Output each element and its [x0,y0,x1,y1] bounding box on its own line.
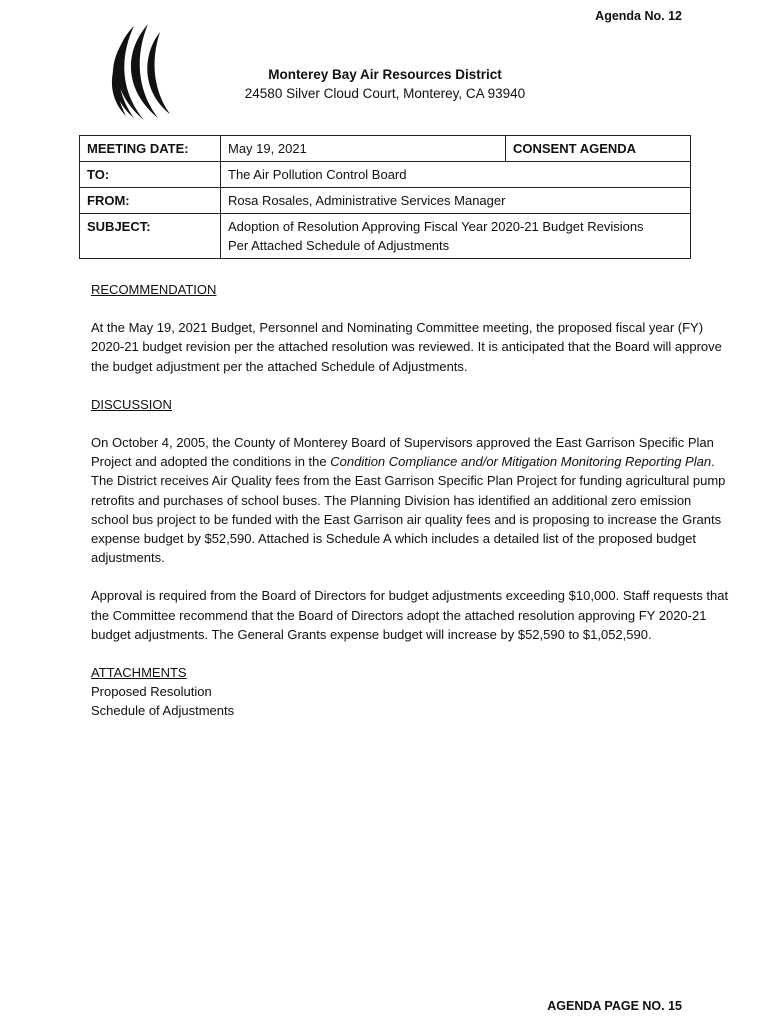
memo-body [91,280,731,721]
from-value: Rosa Rosales, Administrative Services Manager [221,188,691,214]
item-type: CONSENT AGENDA [506,136,691,162]
attachments-heading: ATTACHMENTS [91,665,187,681]
discussion-paragraph-1 [91,433,731,567]
recommendation-heading: RECOMMENDATION [91,282,217,297]
meeting-date-label: MEETING DATE: [80,136,221,162]
org-address: 24580 Silver Cloud Court, Monterey, CA 93940 [244,86,526,101]
discussion-plan-title: Condition Compliance and/or Mitigation Monitoring Reporting Plan [330,454,712,470]
attachment-item: Schedule of Adjustments [91,703,235,719]
agenda-page-number: AGENDA PAGE NO. 15 [547,999,682,1013]
memo-header-table [79,135,691,259]
subject-value [221,214,691,259]
attachments-section [91,663,731,721]
to-value: The Air Pollution Control Board [221,162,691,188]
discussion-heading: DISCUSSION [91,396,172,412]
from-label: FROM: [80,188,221,214]
subject-label: SUBJECT: [80,214,221,259]
agenda-number: Agenda No. 12 [595,9,682,23]
attachment-item: Proposed Resolution [91,684,212,700]
org-header [200,66,570,104]
to-row [80,162,691,188]
subject-row [80,214,691,259]
subject-line-1: Adoption of Resolution Approving Fiscal Year 2020-21 Budget Revisions [228,219,644,234]
district-logo [104,22,176,124]
from-row [80,188,691,214]
org-name: Monterey Bay Air Resources District [268,67,502,82]
meeting-date-value: May 19, 2021 [221,136,506,162]
discussion-p1-start: On October 4, 2005, the County of Monterey Board of Supervisors approved the East Garrison Specific Plan Project and adopted the conditions in the [91,435,714,470]
to-label: TO: [80,162,221,188]
subject-line-2: Per Attached Schedule of Adjustments [228,238,450,253]
recommendation-text: At the May 19, 2021 Budget, Personnel and Nominating Committee meeting, the proposed fiscal year (FY) 2020-21 budget revision per the attached resolution was reviewed. It is anticipated that the Board will approve the budget adjustment per the attached Schedule of Adjustments. [91,320,722,374]
discussion-paragraph-2: Approval is required from the Board of Directors for budget adjustments exceeding $10,000. Staff requests that the Committee recommend that the Board of Directors adopt the attached resolution approving FY 2020-21 budget adjustments. The General Grants expense budget will increase by $52,590 to $1,052,590. [91,588,729,642]
meeting-date-row [80,136,691,162]
discussion-p1-end: . The District receives Air Quality fees from the East Garrison Specific Plan Project for funding agricultural pump retrofits and purchases of school buses. The Planning Division has identified an additional zero emission school bus project to be funded with the East Garrison air quality fees and is proposing to increase the Grants expense budget by $52,590. Attached is Schedule A which includes a detailed list of the proposed budget adjustments. [91,454,726,566]
